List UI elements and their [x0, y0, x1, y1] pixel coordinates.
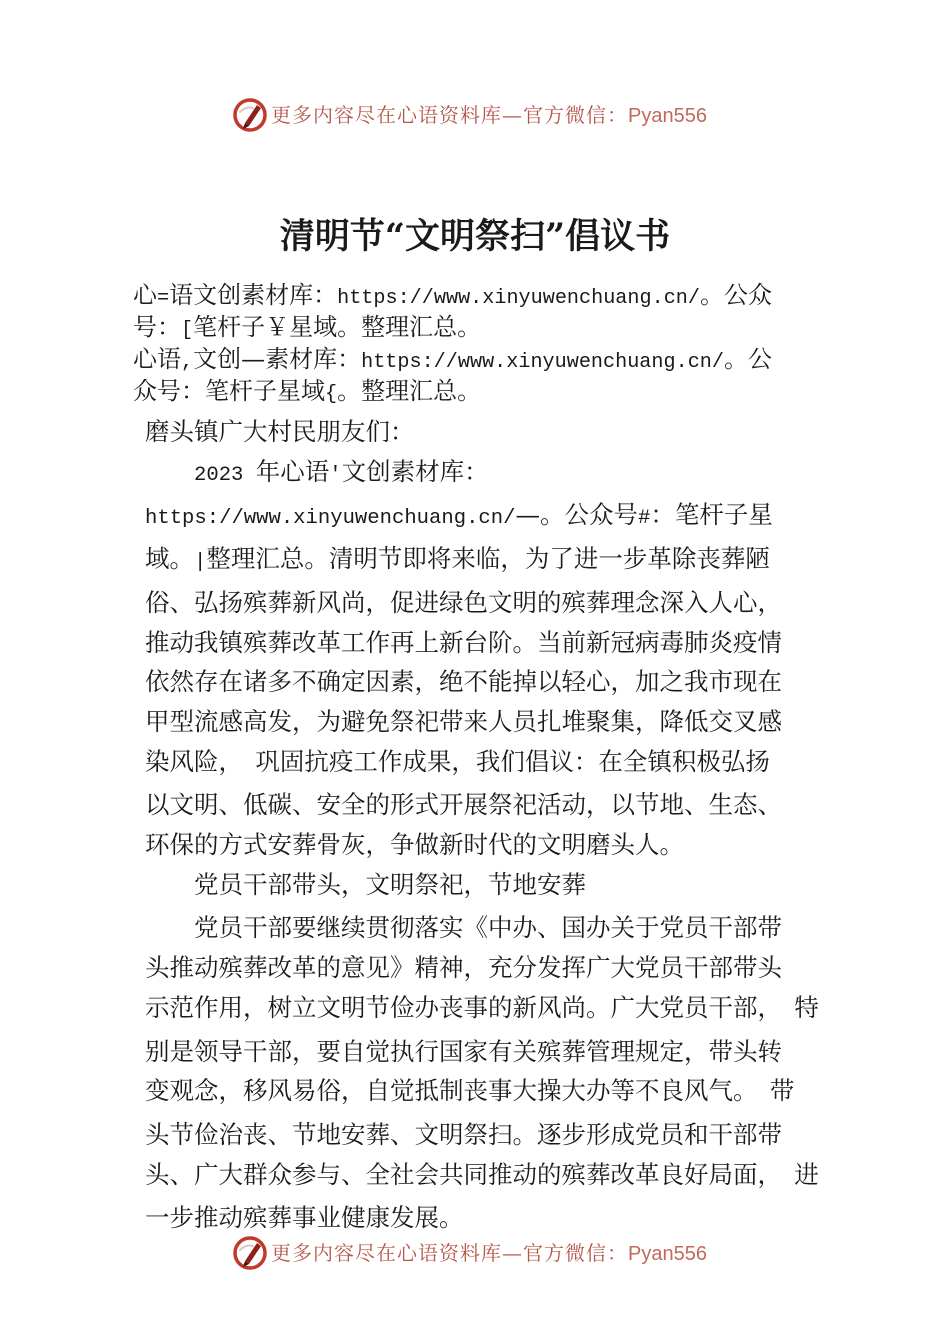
letter-line: 头节俭治丧、节地安葬、文明祭扫。逐步形成党员和干部带	[145, 1119, 782, 1149]
latin-text-run: 2023	[194, 463, 256, 487]
header-banner	[232, 96, 832, 134]
latin-text-run: {	[325, 383, 338, 406]
logo-ring	[235, 100, 265, 130]
latin-text-run: |	[194, 551, 207, 575]
letter-line: 2023 年心语'文创素材库：	[194, 456, 489, 487]
latin-text-run: #	[637, 507, 651, 531]
letter-line: 依然存在诸多不确定因素，绝不能掉以轻心，加之我市现在	[145, 667, 782, 697]
latin-text-run: ,	[181, 351, 194, 374]
letter-paragraph	[145, 452, 925, 865]
banner-text: 更多内容尽在心语资料库—官方微信：Pyan556	[271, 102, 707, 127]
section-heading-paragraph	[145, 865, 925, 905]
letter-line: 党员干部要继续贯彻落实《中办、国办关于党员干部带	[194, 913, 782, 943]
letter-line: 环保的方式安葬骨灰，争做新时代的文明磨头人。	[145, 830, 684, 860]
latin-text-run: Pyan556	[628, 1242, 707, 1265]
source-note-line: 心语,文创—素材库：https://www.xinyuwenchuang.cn/。公	[133, 345, 772, 374]
letter-line: 甲型流感高发，为避免祭祀带来人员扎堆聚集，降低交叉感	[145, 706, 782, 736]
letter-paragraph	[145, 908, 925, 1238]
latin-text-run: https://www.xinyuwenchuang.cn/	[361, 351, 724, 374]
latin-text-run: =	[157, 287, 170, 310]
banner-text: 更多内容尽在心语资料库—官方微信：Pyan556	[271, 1240, 707, 1265]
pen-logo-icon	[232, 97, 268, 133]
latin-text-run	[782, 1167, 794, 1190]
letter-line: 示范作用，树立文明节俭办丧事的新风尚。广大党员干部， 特	[145, 992, 819, 1022]
logo-ring	[235, 1238, 265, 1268]
letter-line: 变观念，移风易俗，自觉抵制丧事大操大办等不良风气。 带	[145, 1076, 795, 1106]
letter-line: 以文明、低碳、安全的形式开展祭祀活动，以节地、生态、	[145, 790, 782, 820]
salutation: 磨头镇广大村民朋友们：	[145, 417, 415, 446]
latin-text-run	[243, 754, 255, 777]
latin-text-run: Pyan556	[628, 104, 707, 127]
latin-text-run	[782, 1000, 794, 1023]
logo-swoosh	[240, 108, 253, 113]
letter-line: 俗、弘扬殡葬新风尚，促进绿色文明的殡葬理念深入人心，	[145, 587, 782, 617]
pen-logo-icon	[232, 1235, 268, 1271]
source-notes	[133, 281, 923, 409]
latin-text-run: https://www.xinyuwenchuang.cn/	[145, 507, 516, 531]
letter-line: 推动我镇殡葬改革工作再上新台阶。当前新冠病毒肺炎疫情	[145, 627, 782, 657]
letter-line: 一步推动殡葬事业健康发展。	[145, 1203, 464, 1233]
letter-line: https://www.xinyuwenchuang.cn/—。公众号#：笔杆子星	[145, 500, 773, 531]
logo-swoosh	[240, 1246, 253, 1251]
letter-line: 域。|整理汇总。清明节即将来临，为了进一步革除丧葬陋	[145, 544, 770, 575]
source-note-line: 心=语文创素材库：https://www.xinyuwenchuang.cn/。公众	[133, 281, 772, 310]
source-note-line: 号：[笔杆子￥星域。整理汇总。	[133, 313, 482, 342]
latin-text-run	[758, 1083, 770, 1106]
section-heading: 党员干部带头，文明祭祀，节地安葬	[194, 869, 586, 899]
latin-text-run: [	[181, 319, 194, 342]
letter-line: 染风险， 巩固抗疫工作成果，我们倡议：在全镇积极弘扬	[145, 746, 770, 776]
letter-body	[145, 412, 925, 1238]
letter-line: 头推动殡葬改革的意见》精神，充分发挥广大党员干部带头	[145, 953, 782, 983]
latin-text-run: '	[329, 463, 342, 487]
document-title: 清明节“文明祭扫”倡议书	[279, 216, 671, 257]
latin-text-run: https://www.xinyuwenchuang.cn/	[337, 287, 700, 310]
footer-banner	[232, 1234, 832, 1272]
source-note-line: 众号：笔杆子星域{。整理汇总。	[133, 377, 482, 406]
letter-line: 别是领导干部，要自觉执行国家有关殡葬管理规定，带头转	[145, 1036, 782, 1066]
letter-line: 头、广大群众参与、全社会共同推动的殡葬改革良好局面， 进	[145, 1159, 819, 1189]
